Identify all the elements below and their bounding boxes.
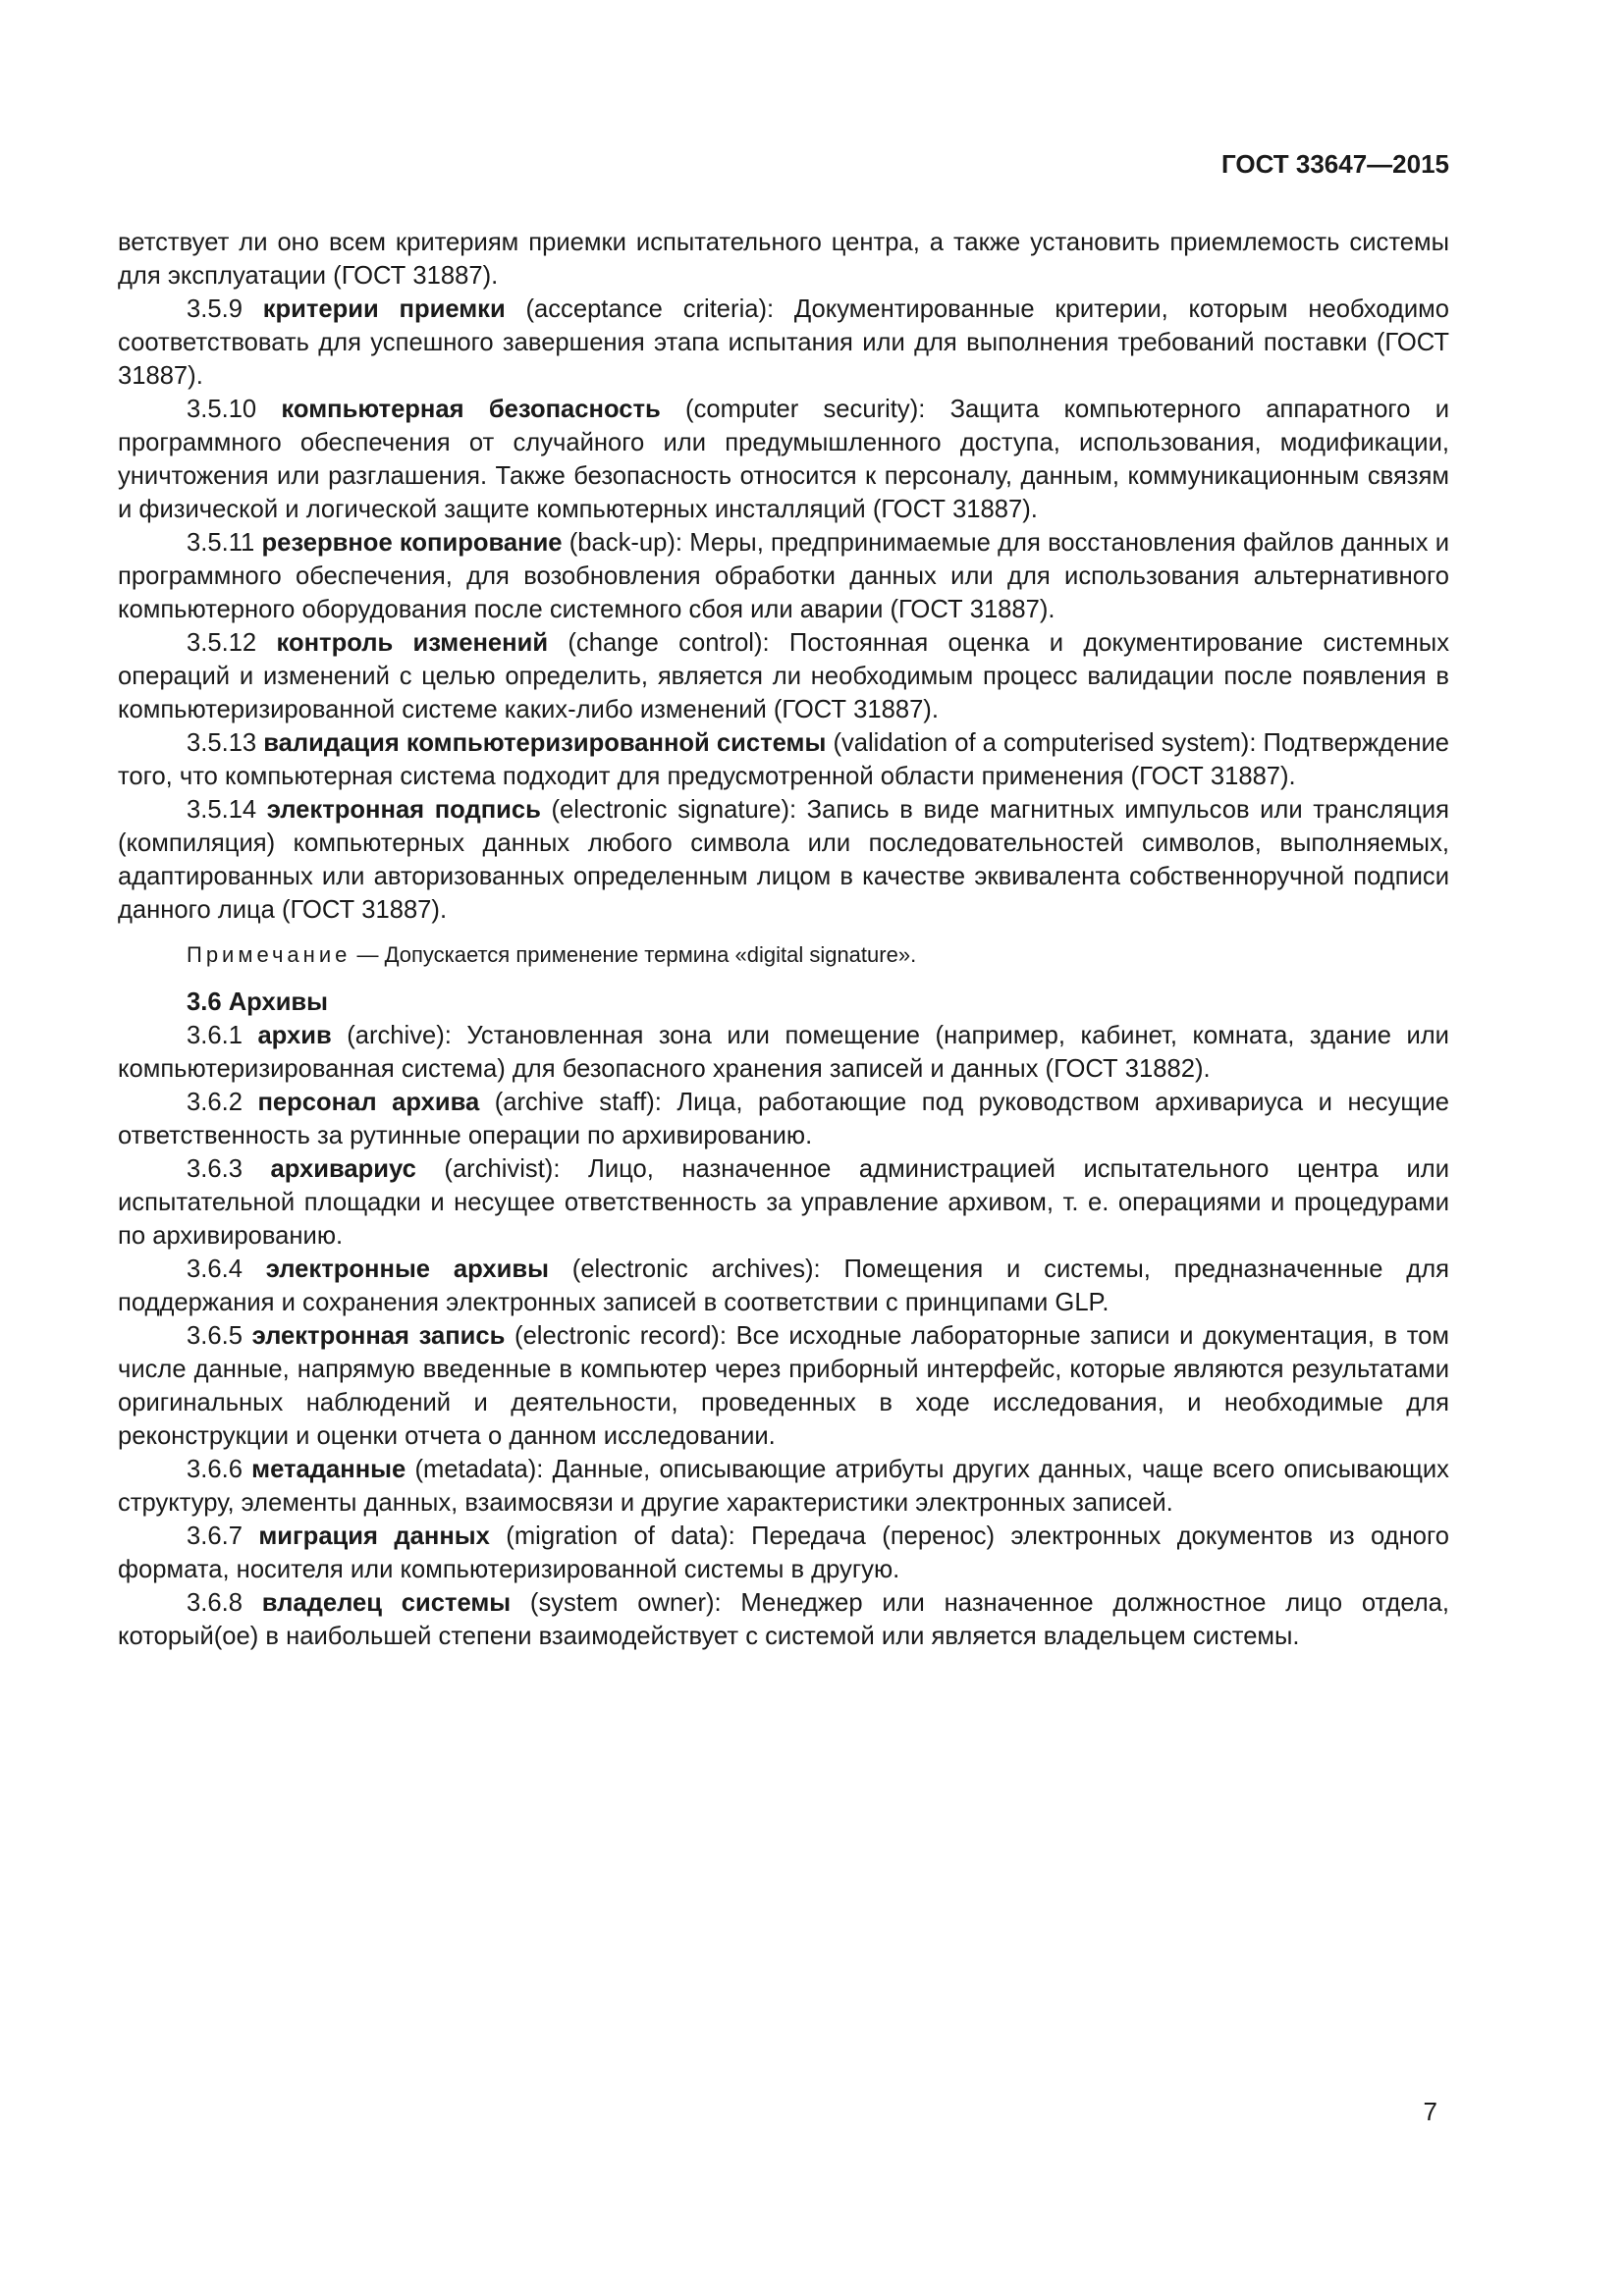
continuation-paragraph: ветствует ли оно всем критериям приемки испытательного центра, а также установить приемлемость системы для эксплуатации (ГОСТ 31887). <box>118 229 1449 290</box>
term-3-6-8: 3.6.8 владелец системы (system owner): Менеджер или назначенное должностное лицо отдела, который(ое) в наибольшей степени взаимодействует с системой или является владельцем системы. <box>118 1589 1449 1650</box>
term-title: электронная подпись <box>266 796 541 824</box>
term-3-5-9: 3.5.9 критерии приемки (acceptance criteria): Документированные критерии, которым необходимо соответствовать для успешного завершения этапа испытания или для выполнения требований поставки (ГОСТ 31887). <box>118 295 1449 390</box>
term-3-5-13: 3.5.13 валидация компьютеризированной системы (validation of a computerised system): Подтверждение того, что компьютерная система подходит для предусмотренной области применения (ГОСТ 31887). <box>118 729 1450 790</box>
term-3-6-3: 3.6.3 архивариус (archivist): Лицо, назначенное администрацией испытательного центра или испытательной площадки и несущее ответственность за управление архивом, т. е. операциями и процедурами по архивированию. <box>118 1155 1449 1250</box>
term-3-6-7: 3.6.7 миграция данных (migration of data): Передача (перенос) электронных документов из одного формата, носителя или компьютеризированной системы в другую. <box>118 1522 1449 1583</box>
term-title: компьютерная безопасность <box>281 396 661 423</box>
term-title: владелец системы <box>261 1589 512 1617</box>
term-title: электронные архивы <box>265 1255 549 1283</box>
term-title: электронная запись <box>251 1322 506 1350</box>
term-title: метаданные <box>251 1456 406 1483</box>
term-3-6-4: 3.6.4 электронные архивы (electronic archives): Помещения и системы, предназначенные для поддержания и сохранения электронных записей в соответствии с принципами GLP. <box>118 1255 1449 1316</box>
page-number: 7 <box>1423 2097 1437 2126</box>
term-title: резервное копирование <box>261 529 563 557</box>
section-heading-3-6: 3.6 Архивы <box>187 988 329 1016</box>
term-3-6-6: 3.6.6 метаданные (metadata): Данные, описывающие атрибуты других данных, чаще всего описывающих структуру, элементы данных, взаимосвязи и другие характеристики электронных записей. <box>118 1456 1449 1517</box>
term-3-5-10: 3.5.10 компьютерная безопасность (computer security): Защита компьютерного аппаратного и программного обеспечения от случайного или предумышленного доступа, использования, модификации, уничтожения или разглашения. Также безопасность относится к персоналу, данным, коммуникационным связям и физической и логической защите компьютерных инсталляций (ГОСТ 31887). <box>118 396 1449 523</box>
term-3-5-11: 3.5.11 резервное копирование (back-up): Меры, предпринимаемые для восстановления файлов данных и программного обеспечения, для возобновления обработки данных или для использования альтернативного компьютерного оборудования после системного сбоя или аварии (ГОСТ 31887). <box>118 529 1449 623</box>
document-header: ГОСТ 33647—2015 <box>1221 149 1449 179</box>
term-title: критерии приемки <box>262 295 506 323</box>
term-title: архивариус <box>270 1155 416 1183</box>
term-title: миграция данных <box>258 1522 490 1550</box>
term-3-6-2: 3.6.2 персонал архива (archive staff): Лица, работающие под руководством архивариуса и несущие ответственность за рутинные операции по архивированию. <box>118 1089 1449 1149</box>
document-body <box>118 226 1449 1653</box>
term-title: персонал архива <box>257 1089 480 1116</box>
term-3-6-5: 3.6.5 электронная запись (electronic record): Все исходные лабораторные записи и документация, в том числе данные, напрямую введенные в компьютер через приборный интерфейс, которые являются результатами оригинальных наблюдений и деятельности, проведенных в ходе исследования, и необходимые для реконструкции и оценки отчета о данном исследовании. <box>118 1322 1449 1450</box>
note-label: Примечание <box>187 942 352 967</box>
term-3-6-1: 3.6.1 архив (archive): Установленная зона или помещение (например, кабинет, комната, здание или компьютеризированная система) для безопасного хранения записей и данных (ГОСТ 31882). <box>118 1022 1449 1083</box>
term-3-5-14: 3.5.14 электронная подпись (electronic signature): Запись в виде магнитных импульсов или трансляция (компиляция) компьютерных данных любого символа или последовательностей символов, выполняемых, адаптированных или авторизованных определенным лицом в качестве эквивалента собственноручной подписи данного лица (ГОСТ 31887). <box>118 796 1449 924</box>
term-3-5-12: 3.5.12 контроль изменений (change control): Постоянная оценка и документирование системных операций и изменений с целью определить, является ли необходимым процесс валидации после появления в компьютеризированной системе каких-либо изменений (ГОСТ 31887). <box>118 629 1449 723</box>
term-title: валидация компьютеризированной системы <box>263 729 827 757</box>
term-title: контроль изменений <box>276 629 549 657</box>
note-paragraph: Примечание — Допускается применение термина «digital signature». <box>187 942 917 967</box>
term-title: архив <box>257 1022 332 1049</box>
